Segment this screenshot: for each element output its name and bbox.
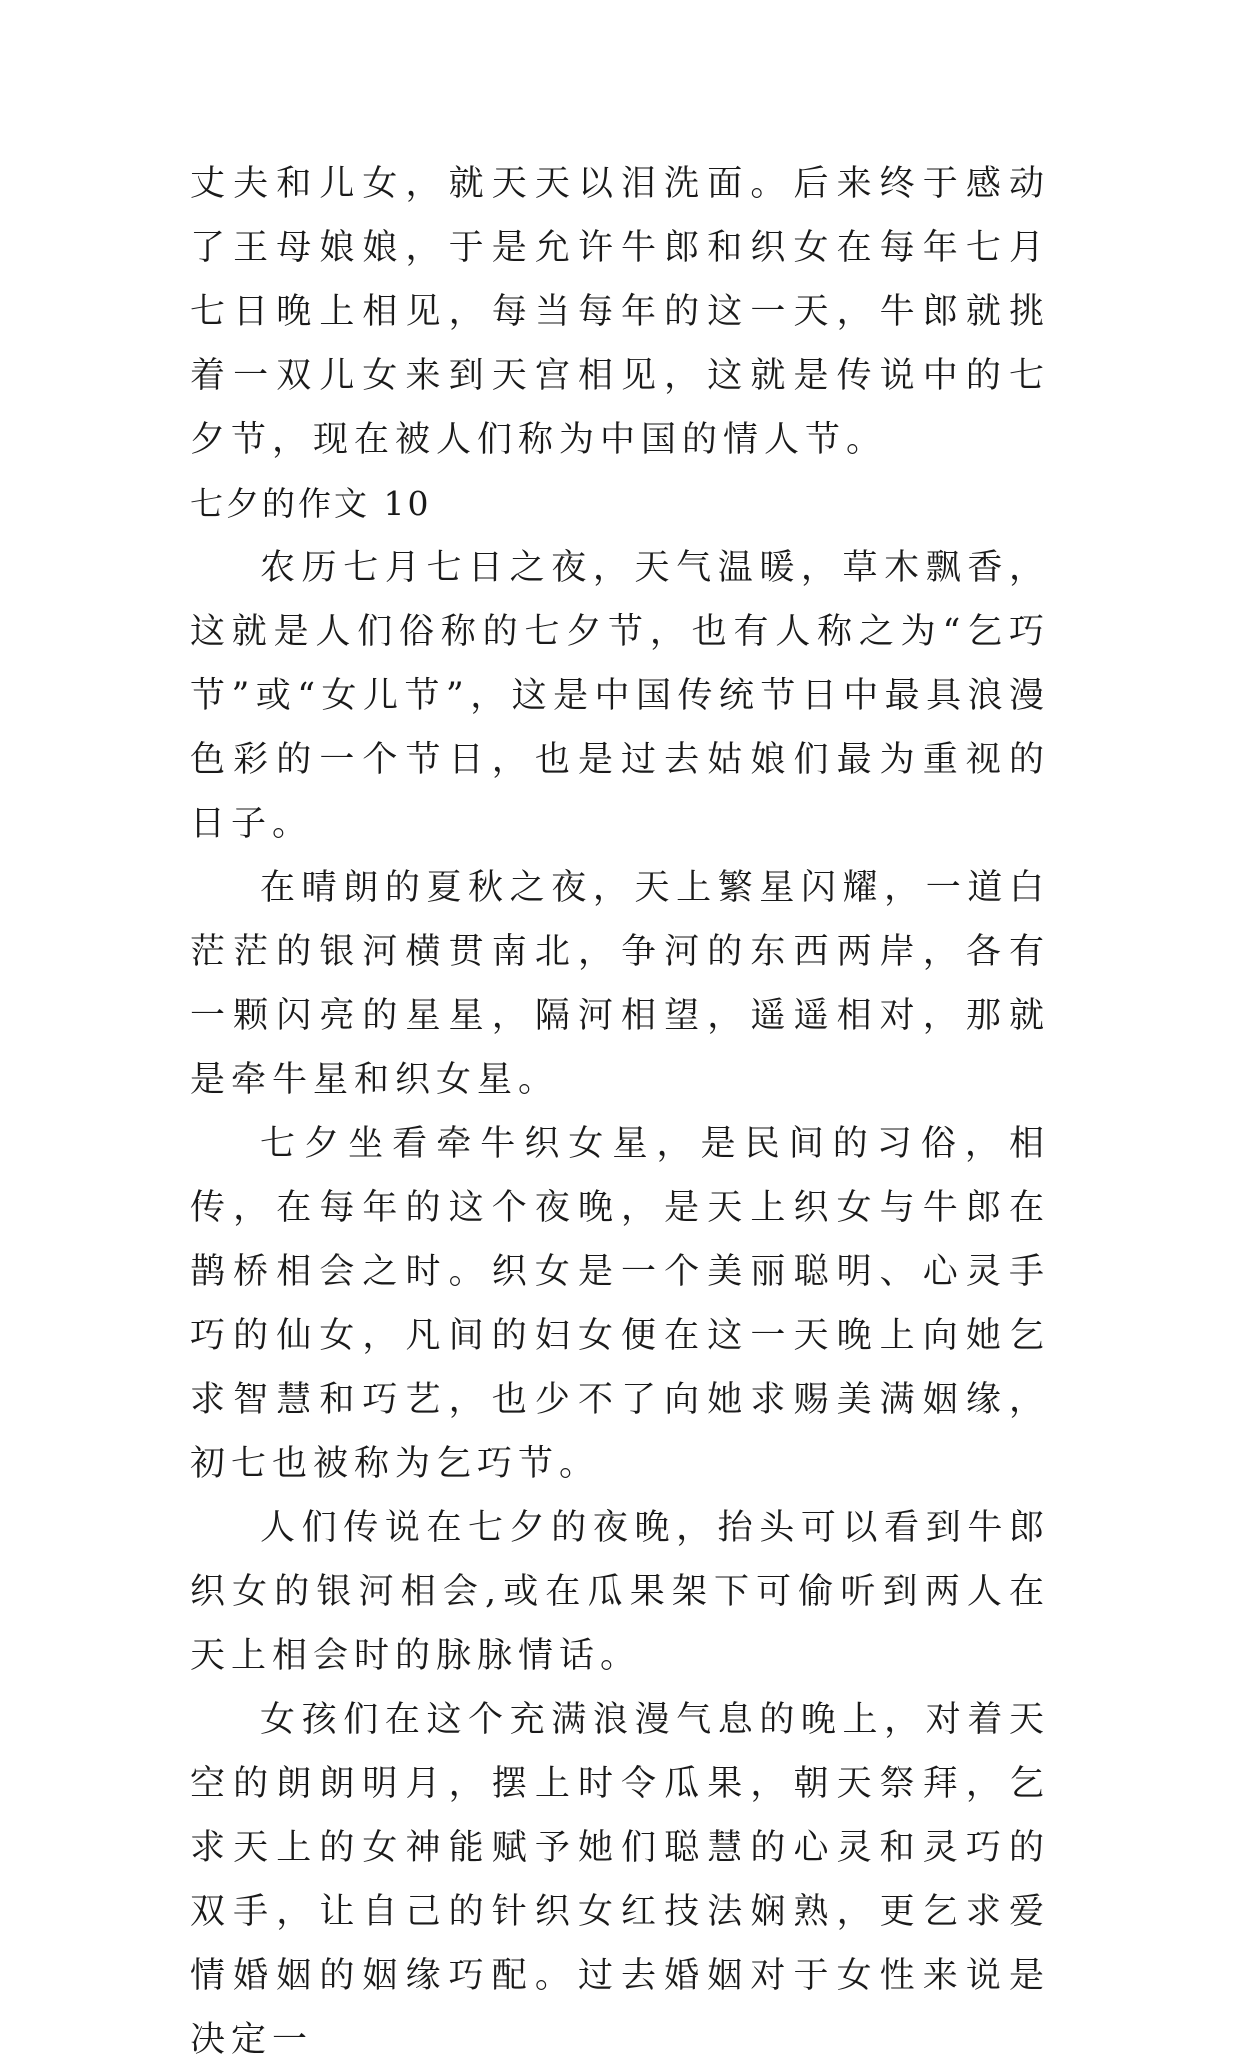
body-paragraph-4: 人们传说在七夕的夜晚，抬头可以看到牛郎织女的银河相会,或在瓜果架下可偷听到两人在天上相会时的脉脉情话。 — [190, 1508, 1050, 1676]
continuation-paragraph: 丈夫和儿女，就天天以泪洗面。后来终于感动了王母娘娘，于是允许牛郎和织女在每年七月七日晚上相见，每当每年的这一天，牛郎就挑着一双儿女来到天宫相见，这就是传说中的七夕节，现在被人们称为中国的情人节。 — [190, 164, 1050, 460]
body-paragraph-5: 女孩们在这个充满浪漫气息的晚上，对着天空的朗朗明月，摆上时令瓜果，朝天祭拜，乞求天上的女神能赋予她们聪慧的心灵和灵巧的双手，让自己的针织女红技法娴熟，更乞求爱情婚姻的姻缘巧配。过去婚姻对于女性来说是决定一 — [190, 1700, 1050, 2060]
section-title: 七夕的作文 10 — [190, 484, 432, 523]
body-paragraph-1: 农历七月七日之夜，天气温暖，草木飘香，这就是人们俗称的七夕节，也有人称之为“乞巧节”或“女儿节”，这是中国传统节日中最具浪漫色彩的一个节日，也是过去姑娘们最为重视的日子。 — [190, 548, 1050, 844]
body-paragraph-2: 在晴朗的夏秋之夜，天上繁星闪耀，一道白茫茫的银河横贯南北，争河的东西两岸，各有一颗闪亮的星星，隔河相望，遥遥相对，那就是牵牛星和织女星。 — [190, 868, 1050, 1100]
document-page — [190, 152, 1050, 2072]
body-paragraph-3: 七夕坐看牵牛织女星，是民间的习俗，相传，在每年的这个夜晚，是天上织女与牛郎在鹊桥相会之时。织女是一个美丽聪明、心灵手巧的仙女，凡间的妇女便在这一天晚上向她乞求智慧和巧艺，也少不了向她求赐美满姻缘，初七也被称为乞巧节。 — [190, 1124, 1050, 1484]
